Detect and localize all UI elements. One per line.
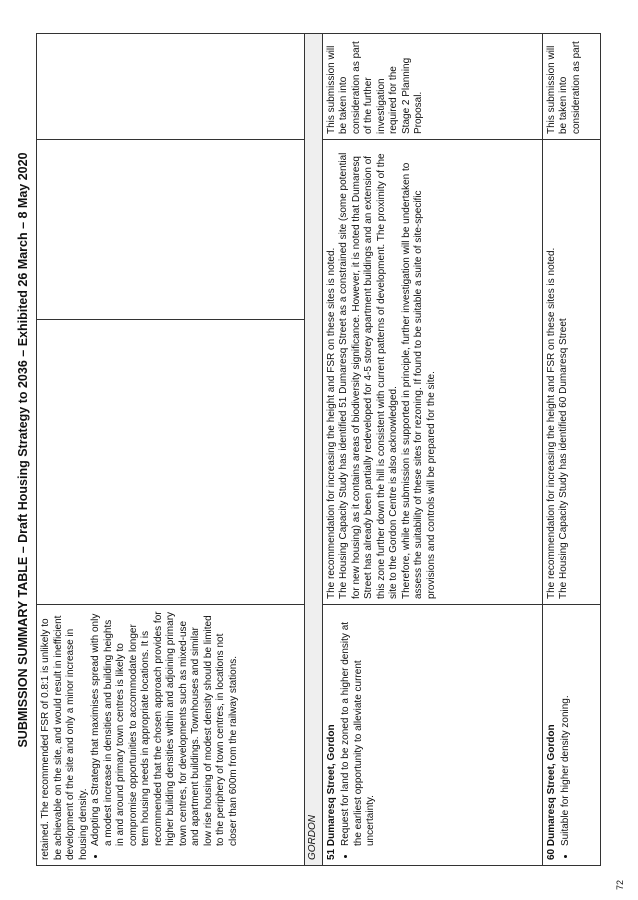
continued-paragraph: retained. The recommended FSR of 0.8:1 is unlikely to be achievable on the site, and would result in inefficient development of the site and only a minor increase in housing density.: [40, 615, 89, 860]
submission-cell: [542, 605, 600, 866]
table-row-continuation: [37, 34, 305, 866]
response-paragraph: The Housing Capacity Study has identified 60 Dumaresq Street: [558, 318, 569, 599]
submission-point: • Suitable for higher density zoning.: [560, 610, 573, 846]
submission-table: [36, 33, 601, 866]
table-row: [542, 34, 600, 866]
response-cell: [37, 320, 305, 605]
response-paragraph: The recommendation for increasing the height and FSR on these sites is noted.: [325, 247, 337, 599]
submission-point: • Request for land to be zoned to a higher density at the earliest opportunity to alleviate current uncertainty.: [340, 610, 378, 846]
response-paragraph: The recommendation for increasing the height and FSR on these sites is noted.: [545, 247, 557, 599]
response-cell: [542, 140, 600, 605]
section-row: [305, 34, 323, 866]
section-label-cell: [305, 34, 323, 866]
submission-cell: [37, 605, 305, 866]
section-label: GORDON: [307, 815, 318, 860]
property-name: 51 Dumaresq Street, Gordon: [325, 724, 337, 860]
blank-cell: [37, 140, 305, 320]
submission-point: • Adopting a Strategy that maximises spread with only a modest increase in densities and building heights in and around primary town centres is likely to compromise opportunities to accommodate longer term housing needs in appropriate locations. It is recommended that the chosen approach provides for higher building densities within and adjoining primary town centres, for developments such as mixed-use and apartment buildings. Townhouses and similar low rise housing of modest density should be limited to the periphery of town centres, in locations not closer than 600m from the railway stations.: [90, 610, 240, 846]
outcome-cell: This submission will be taken into consideration as part of the further investigation required for the Stage 2 Planning Proposal.: [322, 34, 542, 140]
outcome-cell: This submission will be taken into consideration as part: [542, 34, 600, 140]
response-cell: [322, 140, 542, 605]
page-title: SUBMISSION SUMMARY TABLE – Draft Housing Strategy to 2036 – Exhibited 26 March – 8 May 2020: [16, 152, 30, 748]
property-name: 60 Dumaresq Street, Gordon: [545, 724, 557, 860]
outcome-cell: [37, 34, 305, 140]
response-paragraph: Therefore, while the submission is supported in principle, further investigation will be undertaken to assess the suitability of these sites for rezoning. If found to be suitable a suite of site-specific provisions and controls will be prepared for the site.: [400, 162, 437, 599]
page-number: 72: [615, 879, 625, 890]
response-paragraph: The Housing Capacity Study has identified 51 Dumaresq Street as a constrained site (some potential for new housing) as it contains areas of biodiversity significance. However, it is noted that Dumaresq Street has already been partially redeveloped for 4-5 storey apartment buildings and an extension of this zone further down the hill is consistent with current patterns of development. The proximity of the site to the Gordon Centre is also acknowledged.: [338, 152, 399, 599]
submission-cell: [322, 605, 542, 866]
table-row: [322, 34, 542, 866]
